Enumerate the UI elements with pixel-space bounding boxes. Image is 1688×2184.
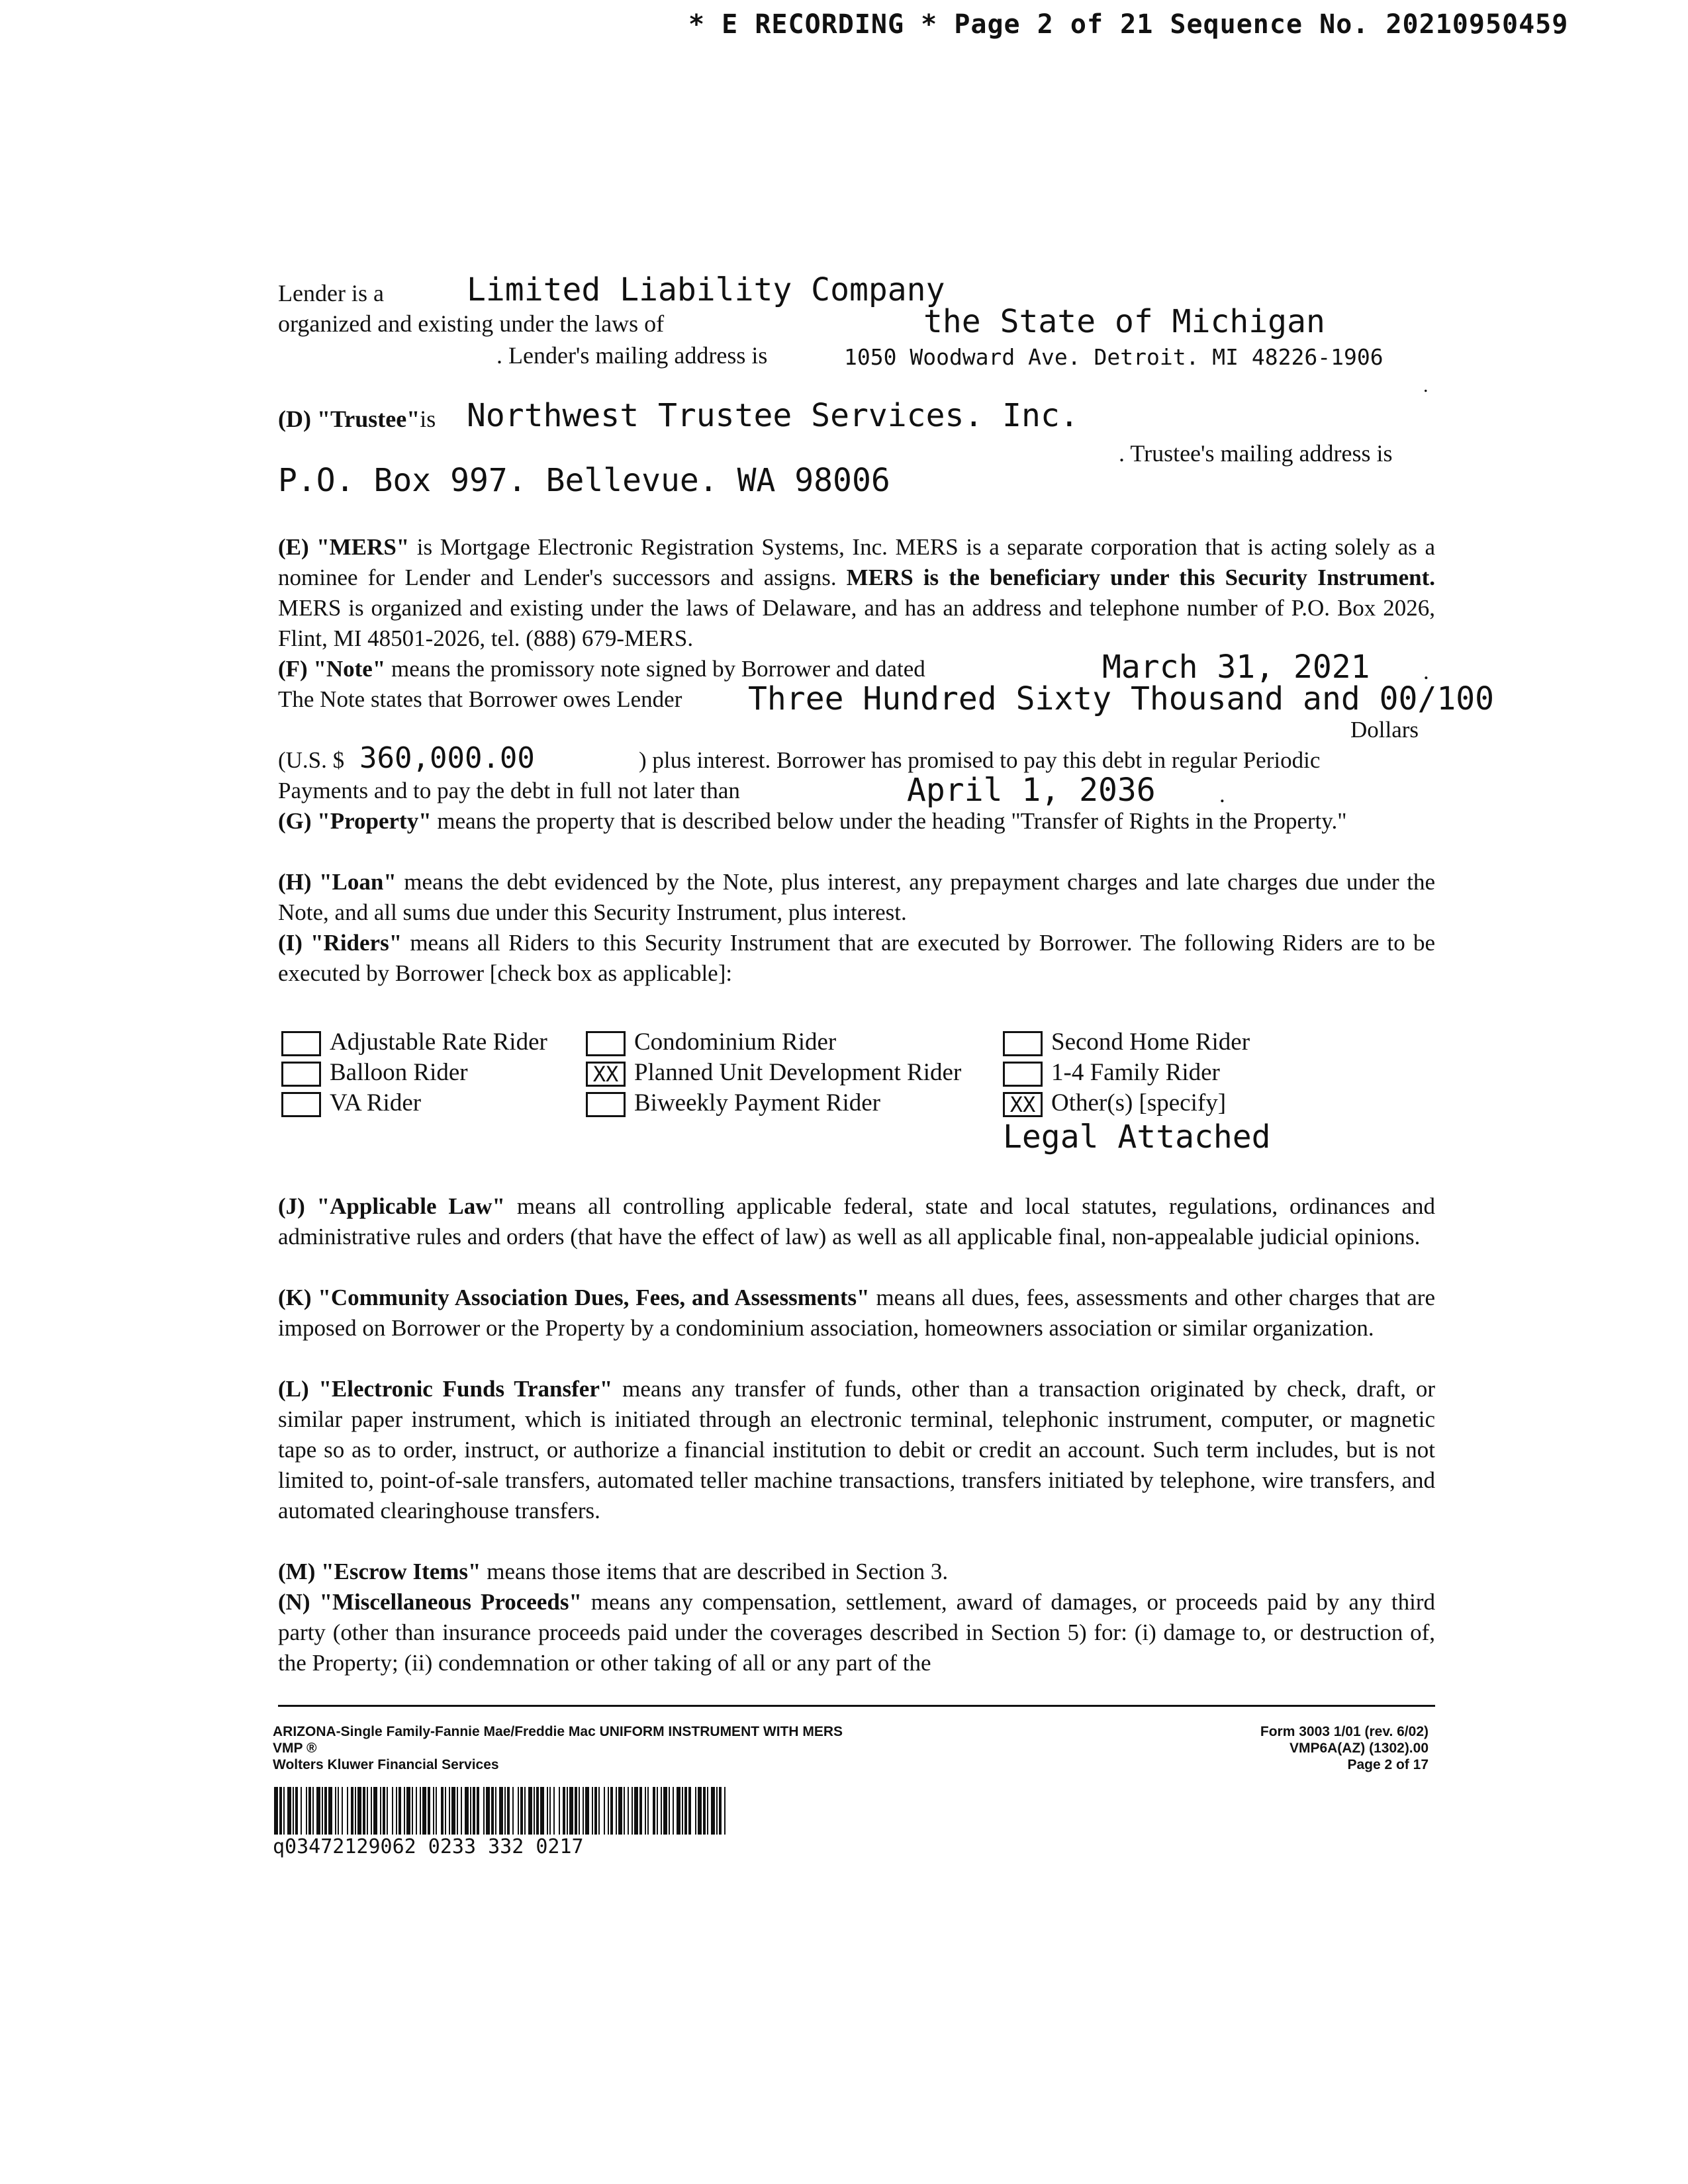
mers-text2: MERS is organized and existing under the laws of Delaware, and has an address and telephone number of P.O. Box 2026, Flint, MI 48501-2026, tel. (888) 679-MERS.: [278, 595, 1435, 651]
barcode-bar: [585, 1787, 589, 1835]
applicable-law-text: means all controlling applicable federal, state and local statutes, regulations, ordinances and administrative rules and orders (that have the effect of law) as well as all applicable final, non-appealable judicial opinions.: [278, 1193, 1435, 1250]
barcode-bar: [308, 1787, 311, 1835]
barcode-bar: [579, 1787, 580, 1835]
barcode-bar: [549, 1787, 551, 1835]
footer-form-code: VMP6A(AZ) (1302).00: [1289, 1741, 1429, 1756]
barcode-bar: [657, 1787, 658, 1835]
barcode-bar: [559, 1787, 560, 1835]
barcode-bar: [518, 1787, 519, 1835]
second-home-rider-checkbox[interactable]: [1003, 1031, 1043, 1056]
riders-text: means all Riders to this Security Instrument that are executed by Borrower. The following Riders are to be executed by Borrower [check box as applicable]:: [278, 930, 1436, 986]
biweekly-payment-rider-label: Biweekly Payment Rider: [634, 1089, 880, 1116]
barcode-bar: [653, 1787, 655, 1835]
trustee-is: is: [420, 406, 436, 432]
barcode-bar: [491, 1787, 494, 1835]
barcode-bar: [563, 1787, 565, 1835]
barcode-bar: [719, 1787, 722, 1835]
barcode-text: q03472129062 0233 332 0217: [273, 1835, 584, 1858]
lender-mailing-prefix: . Lender's mailing address is: [496, 342, 768, 369]
riders-label: (I) "Riders": [278, 930, 402, 956]
barcode-bar: [274, 1787, 278, 1835]
footer-form-number: Form 3003 1/01 (rev. 6/02): [1260, 1724, 1429, 1739]
note-text1: means the promissory note signed by Borrower and dated: [391, 656, 925, 682]
barcode-bar: [553, 1787, 555, 1835]
barcode-bar: [495, 1787, 496, 1835]
barcode-bar: [624, 1787, 625, 1835]
note-date: March 31, 2021: [1102, 649, 1370, 686]
other-rider-label: Other(s) [specify]: [1051, 1089, 1227, 1116]
barcode-bar: [461, 1787, 462, 1835]
barcode-bar: [618, 1787, 622, 1835]
barcode-bar: [449, 1787, 450, 1835]
loan-text: means the debt evidenced by the Note, plus interest, any prepayment charges and late charges due under the Note, and all sums due under this Security Instrument, plus interest.: [278, 869, 1435, 925]
property-text: means the property that is described below under the heading "Transfer of Rights in the Property.": [437, 808, 1347, 834]
lender-prefix: Lender is a: [278, 280, 384, 306]
condominium-rider-checkbox[interactable]: [586, 1031, 626, 1056]
barcode-bar: [632, 1787, 633, 1835]
barcode-bar: [682, 1787, 683, 1835]
one-four-family-rider-checkbox[interactable]: [1003, 1062, 1043, 1087]
barcode-bar: [416, 1787, 417, 1835]
footer-page-number: Page 2 of 17: [1347, 1757, 1429, 1772]
adjustable-rate-rider-checkbox[interactable]: [281, 1031, 321, 1056]
balloon-rider-label: Balloon Rider: [330, 1059, 468, 1086]
barcode-bar: [524, 1787, 526, 1835]
barcode-bar: [724, 1787, 726, 1835]
footer-vmp: VMP ®: [273, 1741, 317, 1756]
barcode-bar: [404, 1787, 405, 1835]
barcode-bar: [436, 1787, 437, 1835]
barcode-bar: [387, 1787, 388, 1835]
community-dues-paragraph: [278, 1283, 1435, 1343]
barcode-bar: [465, 1787, 469, 1835]
barcode-bar: [698, 1787, 702, 1835]
footer-form-title: ARIZONA-Single Family-Fannie Mae/Freddie Mac UNIFORM INSTRUMENT WITH MERS: [273, 1724, 843, 1739]
barcode-bar: [547, 1787, 548, 1835]
barcode-bar: [707, 1787, 708, 1835]
eft-label: (L) "Electronic Funds Transfer": [278, 1376, 613, 1402]
va-rider-label: VA Rider: [330, 1089, 422, 1116]
barcode-bar: [645, 1787, 646, 1835]
note-maturity-dot: .: [1219, 782, 1225, 807]
barcode-bar: [357, 1787, 361, 1835]
barcode-bar: [703, 1787, 706, 1835]
note-line-2: The Note states that Borrower owes Lender: [278, 686, 682, 712]
misc-proceeds-paragraph: [278, 1587, 1435, 1678]
barcode-bar: [371, 1787, 372, 1835]
barcode-bar: [373, 1787, 377, 1835]
note-dollars: Dollars: [1350, 717, 1419, 743]
property-label: (G) "Property": [278, 808, 432, 834]
note-maturity-date: April 1, 2036: [907, 772, 1156, 809]
barcode-bar: [445, 1787, 446, 1835]
balloon-rider-checkbox[interactable]: [281, 1062, 321, 1087]
barcode-bar: [457, 1787, 458, 1835]
community-dues-label: (K) "Community Association Dues, Fees, and Assessments": [278, 1285, 870, 1310]
barcode-bar: [583, 1787, 584, 1835]
barcode-bar: [669, 1787, 670, 1835]
barcode-bar: [695, 1787, 696, 1835]
barcode-bar: [316, 1787, 320, 1835]
barcode-bar: [420, 1787, 421, 1835]
footer-rule: [278, 1705, 1435, 1707]
barcode-bar: [520, 1787, 523, 1835]
other-rider-checkbox[interactable]: XX: [1003, 1092, 1043, 1117]
barcode-bar: [328, 1787, 332, 1835]
barcode-bar: [351, 1787, 353, 1835]
recording-header: * E RECORDING * Page 2 of 21 Sequence No. 20210950459: [688, 9, 1569, 40]
misc-proceeds-label: (N) "Miscellaneous Proceeds": [278, 1589, 582, 1615]
eft-paragraph: [278, 1374, 1435, 1526]
barcode-bar: [306, 1787, 307, 1835]
mers-bold-text: MERS is the beneficiary under this Security Instrument.: [846, 565, 1435, 590]
barcode-bar: [594, 1787, 597, 1835]
barcode-bar: [499, 1787, 503, 1835]
barcode-bar: [422, 1787, 426, 1835]
escrow-items-label: (M) "Escrow Items": [278, 1559, 481, 1584]
barcode-bar: [567, 1787, 568, 1835]
barcode-bar: [406, 1787, 410, 1835]
riders-paragraph: [278, 928, 1435, 989]
barcode-bar: [283, 1787, 285, 1835]
barcode-bar: [287, 1787, 291, 1835]
barcode-bar: [716, 1787, 718, 1835]
barcode-bar: [504, 1787, 506, 1835]
footer-publisher: Wolters Kluwer Financial Services: [273, 1757, 499, 1772]
escrow-items-text: means those items that are described in Section 3.: [481, 1559, 949, 1584]
barcode-bar: [428, 1787, 430, 1835]
eft-text: means any transfer of funds, other than a transaction originated by check, draft, or similar paper instrument, which is initiated through an electronic terminal, telephonic instrument, computer, or magnetic tape so as to order, instruct, or authorize a financial institution to debit or credit an account. Such term includes, but is not limited to, point-of-sale transfers, automated teller machine transactions, transfers initiated by telephone, wire transfers, and automated clearinghouse transfers.: [278, 1376, 1436, 1524]
note-line-4: Payments and to pay the debt in full not later than: [278, 778, 740, 803]
loan-label: (H) "Loan": [278, 869, 397, 895]
barcode-bar: [569, 1787, 573, 1835]
note-amount: 360,000.00: [359, 741, 535, 775]
lender-organized-text: organized and existing under the laws of: [278, 310, 665, 337]
other-rider-specify: Legal Attached: [1003, 1118, 1271, 1156]
barcode-bar: [610, 1787, 613, 1835]
barcode-bar: [355, 1787, 356, 1835]
barcode-bar: [634, 1787, 638, 1835]
adjustable-rate-rider-label: Adjustable Rate Rider: [330, 1028, 547, 1056]
barcode-bar: [338, 1787, 339, 1835]
barcode-bar: [363, 1787, 365, 1835]
barcode-bar: [477, 1787, 479, 1835]
barcode-bar: [507, 1787, 510, 1835]
barcode-bar: [433, 1787, 434, 1835]
barcode-bar: [293, 1787, 294, 1835]
lender-mailing-address: 1050 Woodward Ave. Detroit. MI 48226-1906: [844, 344, 1383, 370]
barcode-bar: [673, 1787, 674, 1835]
misc-proceeds-text: means any compensation, settlement, award of damages, or proceeds paid by any third party (other than insurance proceeds paid under the coverages described in Section 5) for: (i) damage to, or destruction of, the Property; (ii) condemnation or other taking of all or any part of the: [278, 1589, 1435, 1676]
second-home-rider-label: Second Home Rider: [1051, 1028, 1250, 1056]
trustee-label-line: [278, 404, 436, 434]
note-amount-words: Three Hundred Sixty Thousand and 00/100: [748, 680, 1495, 717]
condominium-rider-label: Condominium Rider: [634, 1028, 837, 1056]
barcode-bar: [608, 1787, 609, 1835]
barcode-bar: [322, 1787, 323, 1835]
barcode-bar: [412, 1787, 413, 1835]
va-rider-checkbox[interactable]: [281, 1092, 321, 1117]
one-four-family-rider-label: 1-4 Family Rider: [1051, 1059, 1220, 1086]
pud-rider-checkbox[interactable]: XX: [586, 1062, 626, 1087]
barcode-bar: [534, 1787, 535, 1835]
mers-paragraph: [278, 532, 1435, 654]
barcode-bar: [677, 1787, 680, 1835]
barcode-bar: [295, 1787, 298, 1835]
barcode-bar: [380, 1787, 381, 1835]
barcode-bar: [473, 1787, 475, 1835]
barcode-bar: [592, 1787, 593, 1835]
trustee-label: (D) "Trustee": [278, 406, 420, 432]
property-paragraph: [278, 806, 1435, 837]
barcode-bar: [628, 1787, 629, 1835]
loan-paragraph: [278, 867, 1435, 928]
community-dues-text: means all dues, fees, assessments and other charges that are imposed on Borrower or the Property by a condominium association, homeowners association or similar organization.: [278, 1285, 1435, 1341]
barcode-bar: [684, 1787, 687, 1835]
barcode-bar: [647, 1787, 649, 1835]
barcode-bar: [396, 1787, 397, 1835]
mers-text1: is Mortgage Electronic Registration Systems, Inc. MERS is a separate corporation that is acting solely as a nominee for Lender and Lender's successors and assigns.: [278, 534, 1435, 590]
barcode-bar: [470, 1787, 471, 1835]
trustee-address: P.O. Box 997. Bellevue. WA 98006: [278, 462, 890, 499]
barcode-bar: [575, 1787, 577, 1835]
note-line-3: ) plus interest. Borrower has promised to pay this debt in regular Periodic: [639, 747, 1321, 773]
barcode-bar: [661, 1787, 662, 1835]
trustee-name: Northwest Trustee Services. Inc.: [467, 397, 1079, 434]
barcode-bar: [342, 1787, 343, 1835]
barcode-bar: [392, 1787, 393, 1835]
barcode-bar: [483, 1787, 485, 1835]
barcode-bar: [335, 1787, 336, 1835]
barcode-bar: [711, 1787, 715, 1835]
note-label: (F) "Note": [278, 656, 386, 682]
barcode-bar: [663, 1787, 667, 1835]
barcode-bar: [312, 1787, 314, 1835]
pud-rider-label: Planned Unit Development Rider: [634, 1059, 962, 1086]
applicable-law-paragraph: [278, 1191, 1435, 1252]
lender-state: the State of Michigan: [923, 303, 1325, 340]
barcode-bar: [536, 1787, 539, 1835]
mers-label: (E) "MERS": [278, 534, 410, 560]
barcode-bar: [451, 1787, 455, 1835]
barcode-bar: [639, 1787, 642, 1835]
barcode-bar: [598, 1787, 600, 1835]
biweekly-payment-rider-checkbox[interactable]: [586, 1092, 626, 1117]
barcode: [273, 1787, 736, 1835]
barcode-bar: [512, 1787, 514, 1835]
barcode-bar: [383, 1787, 385, 1835]
note-date-dot: .: [1423, 659, 1429, 684]
barcode-bar: [301, 1787, 302, 1835]
barcode-bar: [486, 1787, 490, 1835]
trustee-mailing-text: . Trustee's mailing address is: [1119, 440, 1393, 467]
barcode-bar: [279, 1787, 282, 1835]
barcode-bar: [347, 1787, 348, 1835]
barcode-bar: [604, 1787, 605, 1835]
lender-end-dot: .: [1423, 375, 1429, 396]
barcode-bar: [441, 1787, 444, 1835]
barcode-bar: [528, 1787, 532, 1835]
barcode-bar: [324, 1787, 327, 1835]
barcode-bar: [688, 1787, 691, 1835]
applicable-law-label: (J) "Applicable Law": [278, 1193, 505, 1219]
lender-entity-type: Limited Liability Company: [467, 271, 945, 308]
barcode-bar: [399, 1787, 401, 1835]
barcode-bar: [616, 1787, 617, 1835]
barcode-bar: [367, 1787, 368, 1835]
escrow-items-paragraph: [278, 1557, 1435, 1587]
note-us-prefix: (U.S. $: [278, 747, 345, 773]
barcode-bar: [540, 1787, 544, 1835]
